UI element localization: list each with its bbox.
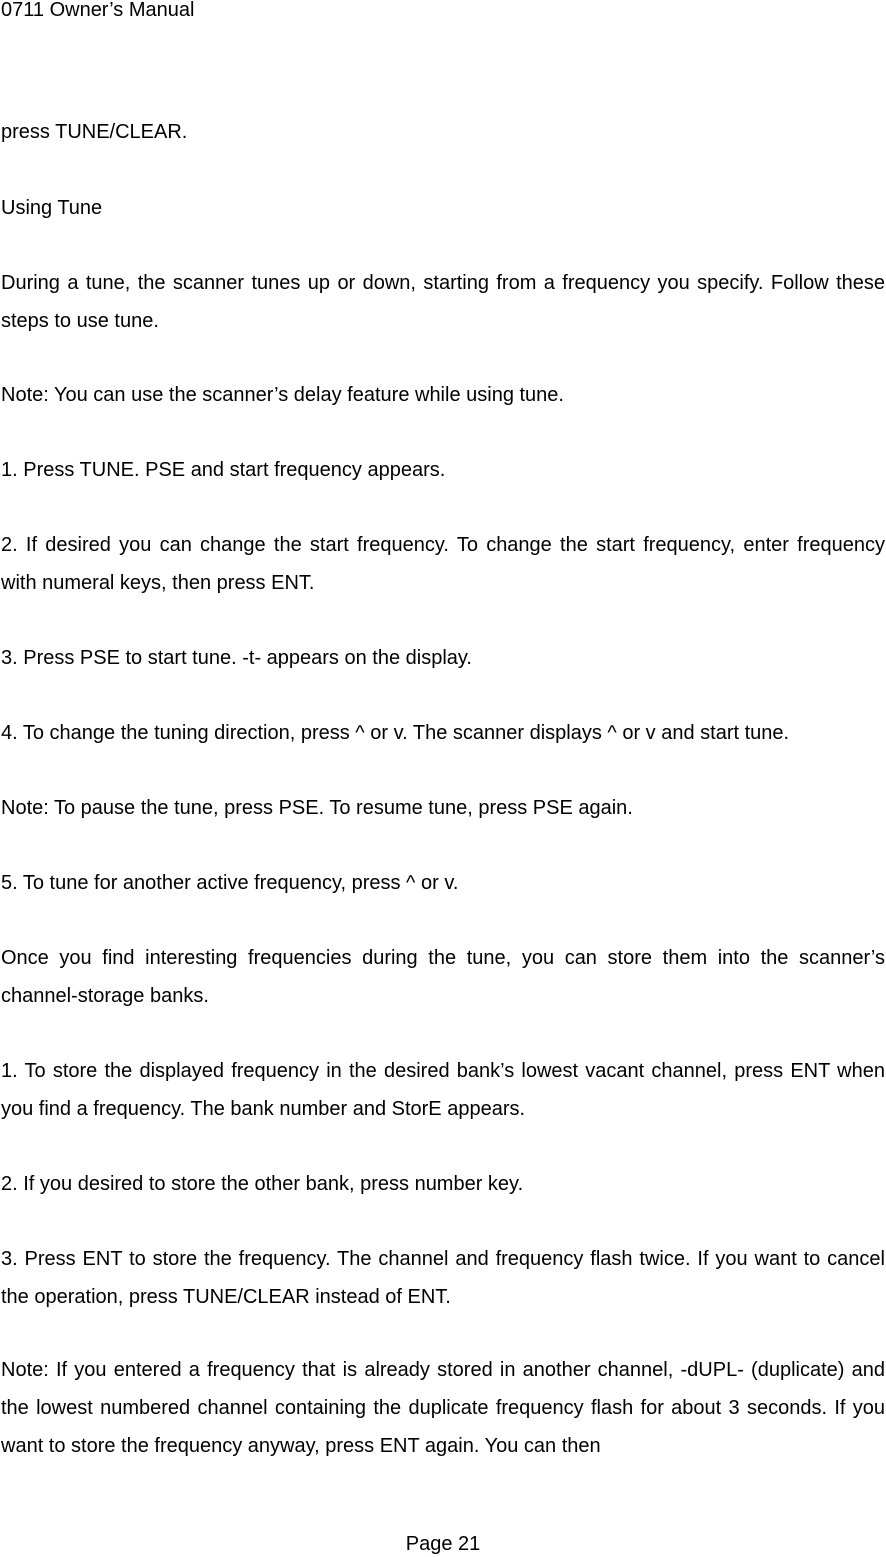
store-step-3: 3. Press ENT to store the frequency. The channel and frequency flash twice. If you want to cancel the operation, press TUNE/CLEAR instead of ENT.	[1, 1248, 885, 1308]
paragraph-intro: During a tune, the scanner tunes up or down, starting from a frequency you specify. Follow these steps to use tune.	[1, 272, 885, 332]
step-3-start-tune: 3. Press PSE to start tune. -t- appears on the display.	[1, 647, 472, 669]
page-number: Page 21	[405, 1533, 481, 1555]
paragraph-note-duplicate: Note: If you entered a frequency that is already stored in another channel, -dUPL- (duplicate) and the lowest numbered channel containing the duplicate frequency flash for about 3 seconds. If you want to store the frequency anyway, press ENT again. You can then	[1, 1359, 885, 1457]
document-header: 0711 Owner’s Manual	[1, 0, 195, 21]
paragraph-note-pause: Note: To pause the tune, press PSE. To resume tune, press PSE again.	[1, 797, 633, 819]
step-5-another-frequency: 5. To tune for another active frequency, press ^ or v.	[1, 872, 459, 894]
step-4-tuning-direction: 4. To change the tuning direction, press ^ or v. The scanner displays ^ or v and start tune.	[1, 722, 790, 744]
step-2-start-frequency: 2. If desired you can change the start frequency. To change the start frequency, enter frequency with numeral keys, then press ENT.	[1, 534, 885, 594]
store-step-2: 2. If you desired to store the other bank, press number key.	[1, 1173, 524, 1195]
store-step-1: 1. To store the displayed frequency in the desired bank’s lowest vacant channel, press ENT when you find a frequency. The bank number and StorE appears.	[1, 1060, 885, 1120]
paragraph-storing-intro: Once you find interesting frequencies during the tune, you can store them into the scanner’s channel-storage banks.	[1, 947, 885, 1007]
section-heading-using-tune: Using Tune	[1, 197, 103, 219]
paragraph-note-delay: Note: You can use the scanner’s delay feature while using tune.	[1, 384, 564, 406]
paragraph-continuation: press TUNE/CLEAR.	[1, 121, 188, 143]
step-1-press-tune: 1. Press TUNE. PSE and start frequency appears.	[1, 459, 446, 481]
